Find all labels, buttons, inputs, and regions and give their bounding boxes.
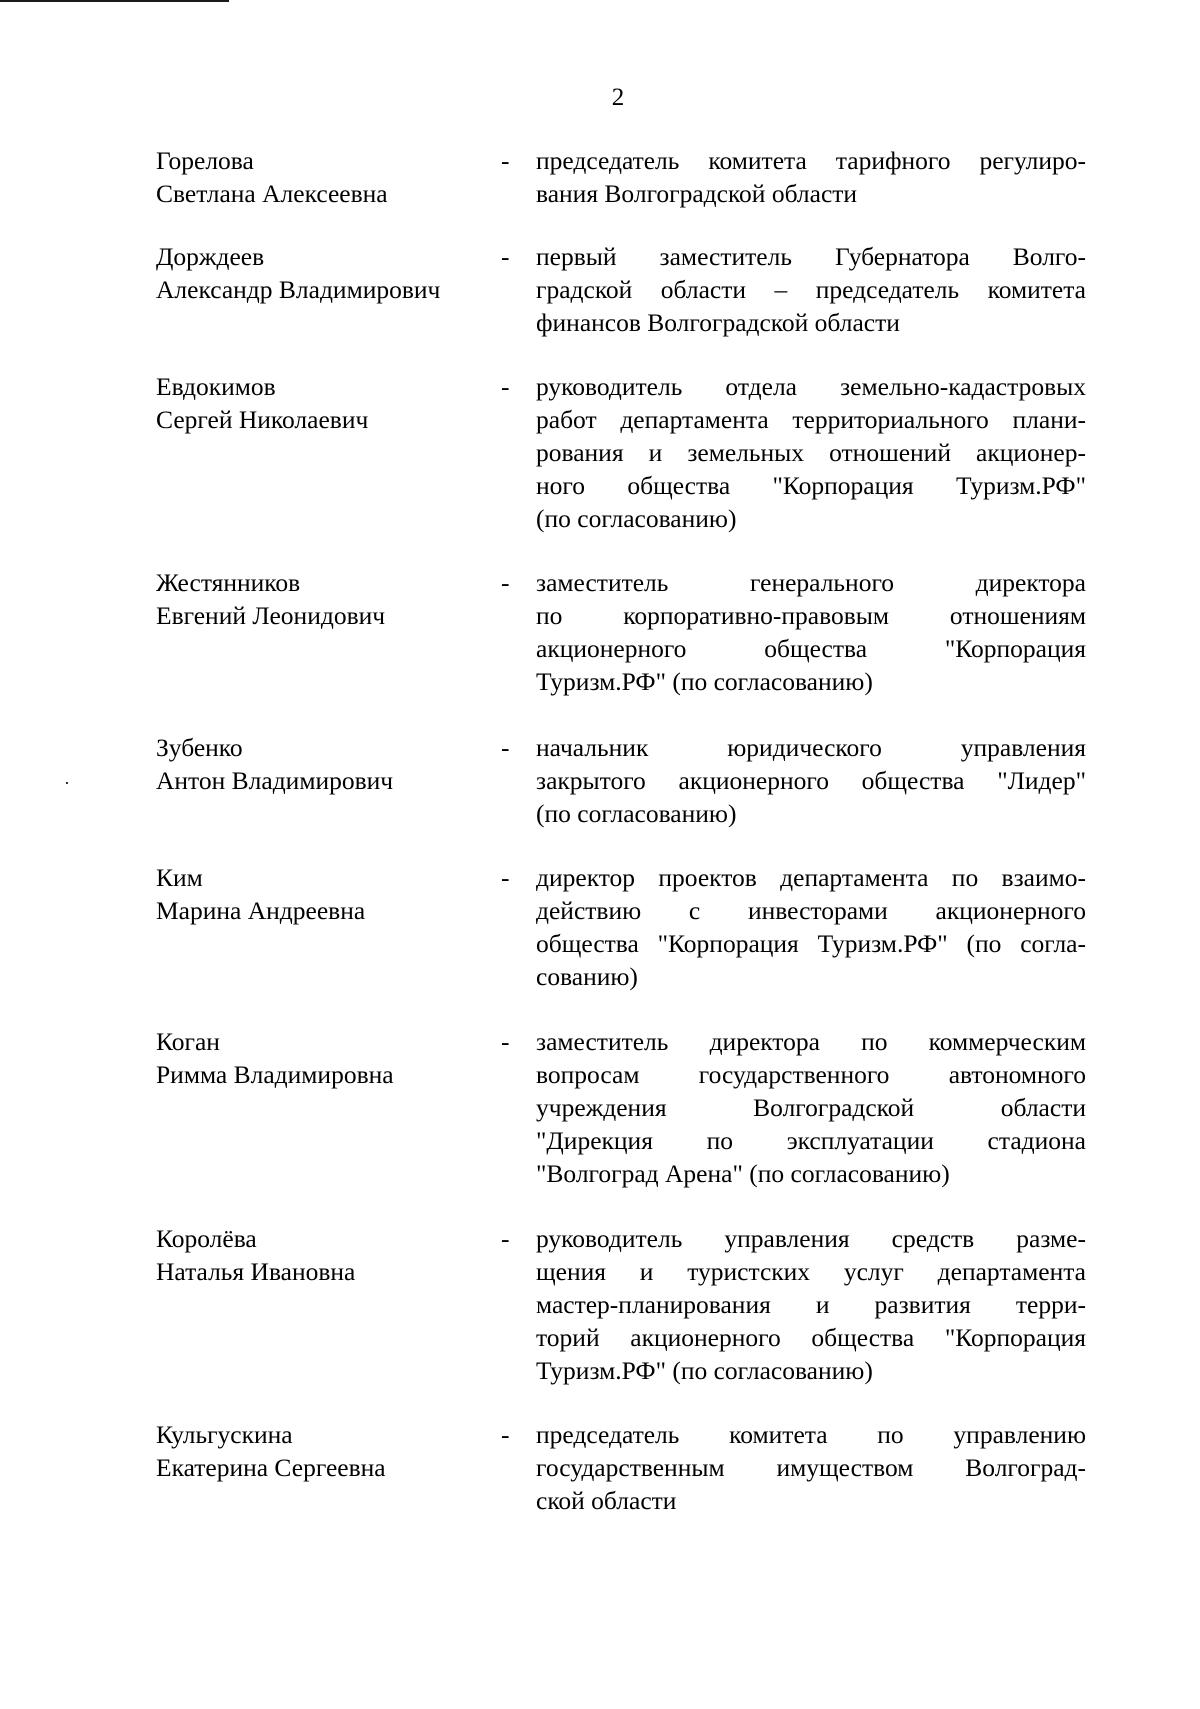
position-line: руководитель управления средств разме- [536, 1224, 1086, 1253]
member-given-names: Евгений Леонидович [156, 601, 386, 630]
position-line: ного общества "Корпорация Туризм.РФ" [536, 471, 1086, 500]
position-line: щения и туристских услуг департамента [536, 1257, 1086, 1286]
member-position [536, 370, 1086, 535]
member-given-names: Сергей Николаевич [156, 405, 369, 434]
position-line: начальник юридического управления [536, 733, 1086, 762]
position-line: заместитель генерального директора [536, 568, 1086, 597]
member-given-names: Марина Андреевна [156, 896, 366, 925]
page-number: 2 [611, 84, 625, 111]
member-surname: Горелова [156, 146, 254, 175]
entry-dash: - [501, 733, 510, 762]
member-position [536, 144, 1086, 210]
position-line: рования и земельных отношений акционер- [536, 438, 1086, 467]
member-surname: Зубенко [156, 733, 243, 762]
position-line: закрытого акционерного общества "Лидер" [536, 766, 1086, 795]
member-surname: Кульгускина [156, 1420, 293, 1449]
position-line: директор проектов департамента по взаимо- [536, 863, 1086, 892]
entry-dash: - [501, 372, 510, 401]
member-surname: Коган [156, 1027, 220, 1056]
member-name [156, 1418, 486, 1484]
member-surname: Евдокимов [156, 372, 276, 401]
position-line: финансов Волгоградской области [536, 308, 900, 337]
position-line: сованию) [536, 962, 638, 991]
position-line: заместитель директора по коммерческим [536, 1027, 1086, 1056]
position-line: Туризм.РФ" (по согласованию) [536, 667, 873, 696]
position-line: "Дирекция по эксплуатации стадиона [536, 1126, 1086, 1155]
member-position [536, 731, 1086, 830]
position-line: первый заместитель Губернатора Волго- [536, 242, 1086, 271]
position-line: государственным имуществом Волгоград- [536, 1453, 1086, 1482]
scan-speck [66, 782, 68, 784]
position-line: руководитель отдела земельно-кадастровых [536, 372, 1086, 401]
member-position [536, 1418, 1086, 1517]
member-surname: Ким [156, 863, 203, 892]
position-line: председатель комитета тарифного регулиро- [536, 146, 1086, 175]
member-given-names: Наталья Ивановна [156, 1257, 356, 1286]
position-line: ской области [536, 1486, 677, 1515]
position-line: по корпоративно-правовым отношениям [536, 601, 1086, 630]
member-given-names: Антон Владимирович [156, 766, 394, 795]
member-name [156, 1222, 486, 1288]
position-line: Туризм.РФ" (по согласованию) [536, 1356, 873, 1385]
position-line: (по согласованию) [536, 799, 737, 828]
position-line: вания Волгоградской области [536, 179, 858, 208]
position-line: вопросам государственного автономного [536, 1060, 1086, 1089]
entry-dash: - [501, 146, 510, 175]
entry-dash: - [501, 1224, 510, 1253]
position-line: мастер-планирования и развития терри- [536, 1290, 1086, 1319]
member-position [536, 1222, 1086, 1387]
position-line: работ департамента территориального плани- [536, 405, 1086, 434]
member-position [536, 861, 1086, 993]
member-name [156, 240, 486, 306]
entry-dash: - [501, 1027, 510, 1056]
member-position [536, 566, 1086, 698]
position-line: "Волгоград Арена" (по согласованию) [536, 1159, 950, 1188]
member-given-names: Александр Владимирович [156, 275, 441, 304]
member-position [536, 1025, 1086, 1190]
member-name [156, 566, 486, 632]
member-surname: Королёва [156, 1224, 257, 1253]
position-line: (по согласованию) [536, 504, 737, 533]
entry-dash: - [501, 242, 510, 271]
scan-edge-line [0, 0, 229, 2]
member-name [156, 731, 486, 797]
member-position [536, 240, 1086, 339]
member-surname: Жестянников [156, 568, 301, 597]
member-name [156, 1025, 486, 1091]
member-given-names: Екатерина Сергеевна [156, 1453, 386, 1482]
position-line: общества "Корпорация Туризм.РФ" (по согла- [536, 929, 1086, 958]
member-surname: Дорждеев [156, 242, 265, 271]
member-name [156, 370, 486, 436]
entry-dash: - [501, 1420, 510, 1449]
member-name [156, 861, 486, 927]
position-line: торий акционерного общества "Корпорация [536, 1323, 1086, 1352]
entry-dash: - [501, 568, 510, 597]
position-line: градской области – председатель комитета [536, 275, 1086, 304]
position-line: акционерного общества "Корпорация [536, 634, 1086, 663]
position-line: действию с инвесторами акционерного [536, 896, 1086, 925]
position-line: председатель комитета по управлению [536, 1420, 1086, 1449]
member-given-names: Светлана Алексеевна [156, 179, 388, 208]
member-given-names: Римма Владимировна [156, 1060, 394, 1089]
member-name [156, 144, 486, 210]
position-line: учреждения Волгоградской области [536, 1093, 1086, 1122]
entry-dash: - [501, 863, 510, 892]
